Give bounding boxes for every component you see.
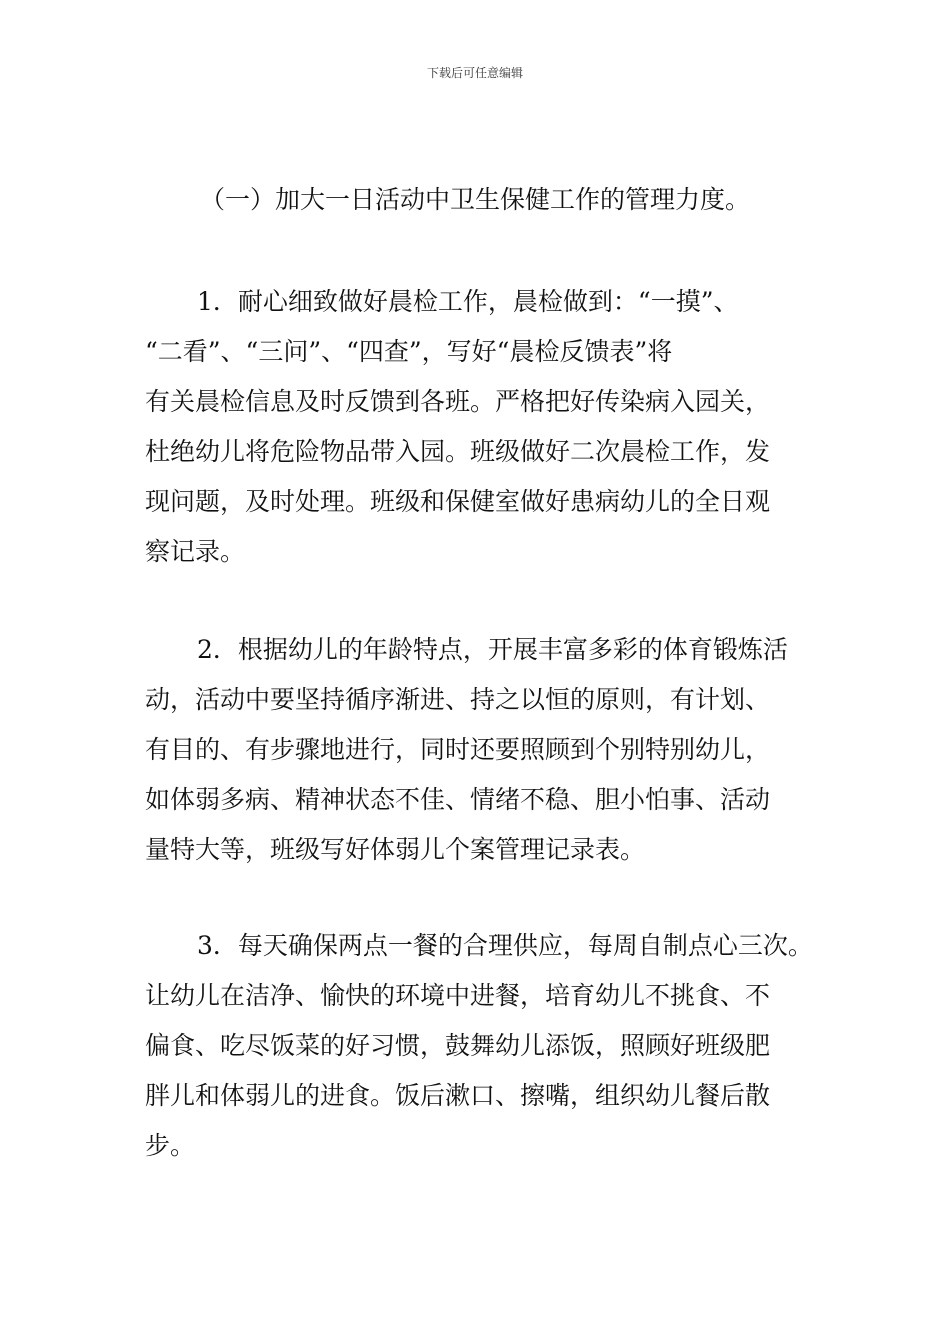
paragraph-line: 有目的、有步骤地进行，同时还要照顾到个别特别幼儿， <box>145 735 771 764</box>
paragraph-line: 量特大等，班级写好体弱儿个案管理记录表。 <box>145 835 646 864</box>
page-header: 下载后可任意编辑 <box>426 66 523 80</box>
paragraph-line: 杜绝幼儿将危险物品带入园。班级做好二次晨检工作，发 <box>145 437 771 466</box>
paragraph-line: 现问题，及时处理。班级和保健室做好患病幼儿的全日观 <box>145 487 771 516</box>
paragraph-line: “二看”、“三问”、“四查”，写好“晨检反馈表”将 <box>145 337 673 366</box>
paragraph-physical-exercise <box>145 625 825 875</box>
paragraph-meals <box>145 921 825 1171</box>
paragraph-line: 3．每天确保两点一餐的合理供应，每周自制点心三次。 <box>197 931 813 960</box>
paragraph-line: 胖儿和体弱儿的进食。饭后漱口、擦嘴，组织幼儿餐后散 <box>145 1081 771 1110</box>
section-heading: （一）加大一日活动中卫生保健工作的管理力度。 <box>200 185 751 214</box>
paragraph-line: 2．根据幼儿的年龄特点，开展丰富多彩的体育锻炼活 <box>197 635 788 664</box>
paragraph-line: 1．耐心细致做好晨检工作，晨检做到：“一摸”、 <box>197 287 739 316</box>
paragraph-line: 察记录。 <box>145 537 246 566</box>
paragraph-morning-check <box>145 277 825 577</box>
paragraph-line: 偏食、吃尽饭菜的好习惯，鼓舞幼儿添饭，照顾好班级肥 <box>145 1031 771 1060</box>
paragraph-line: 有关晨检信息及时反馈到各班。严格把好传染病入园关， <box>145 387 771 416</box>
paragraph-line: 步。 <box>145 1131 196 1160</box>
paragraph-line: 如体弱多病、精神状态不佳、情绪不稳、胆小怕事、活动 <box>145 785 771 814</box>
paragraph-line: 动，活动中要坚持循序渐进、持之以恒的原则，有计划、 <box>145 685 771 714</box>
paragraph-line: 让幼儿在洁净、愉快的环境中进餐，培育幼儿不挑食、不 <box>145 981 771 1010</box>
